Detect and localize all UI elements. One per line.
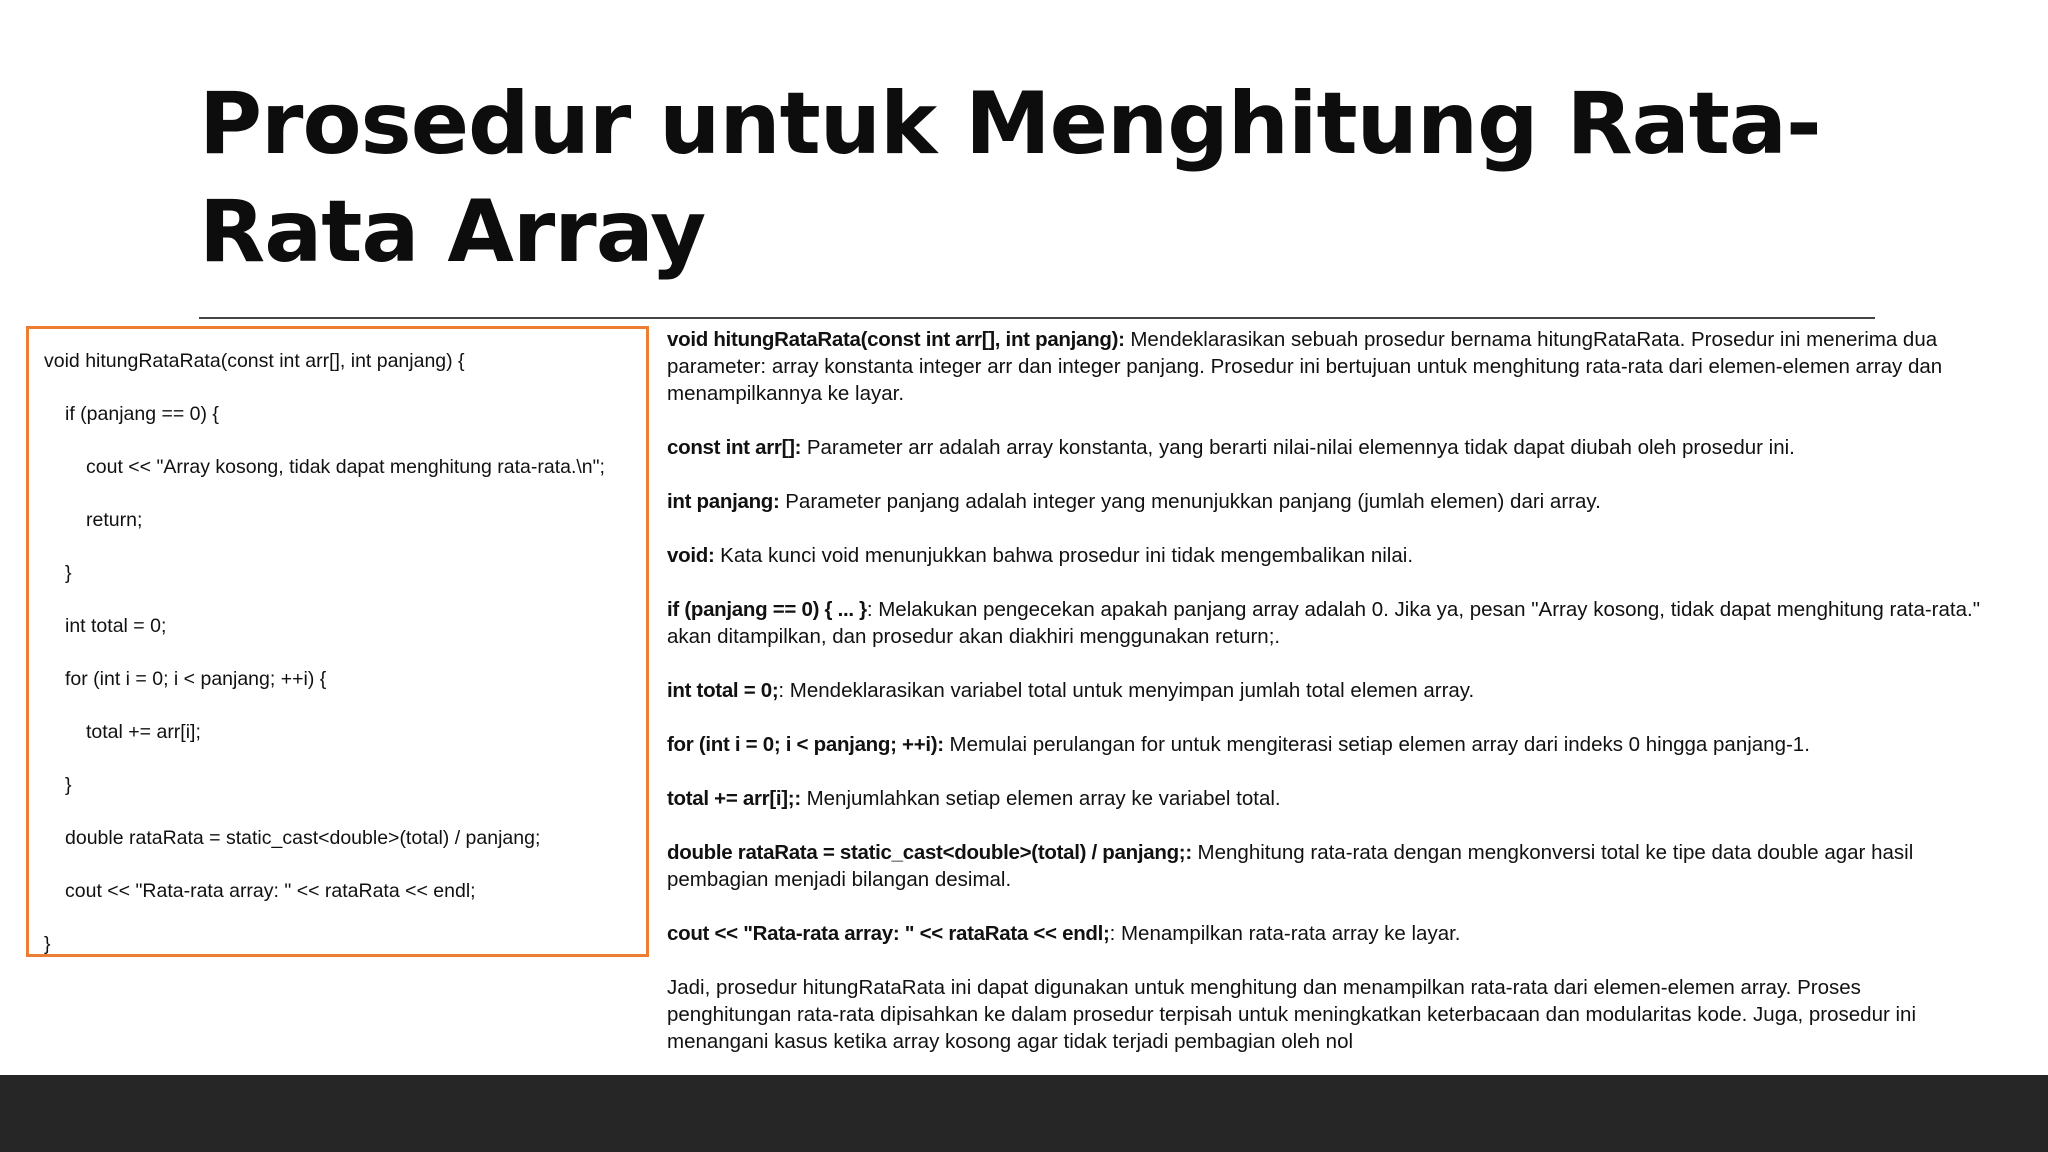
- explanation-item: [667, 542, 1982, 569]
- code-line: cout << "Array kosong, tidak dapat menghitung rata-rata.\n";: [86, 456, 605, 478]
- code-line: cout << "Rata-rata array: " << rataRata << endl;: [65, 880, 476, 902]
- code-line: int total = 0;: [65, 615, 167, 637]
- explanation-term: const int arr[]:: [667, 436, 802, 459]
- code-line: return;: [86, 509, 143, 531]
- code-box: [26, 326, 649, 957]
- explanation-term: double rataRata = static_cast<double>(total) / panjang;:: [667, 841, 1192, 864]
- footer-bar: [0, 1075, 2048, 1152]
- explanation-item: [667, 731, 1982, 758]
- explanation-panel: [667, 326, 1982, 1082]
- code-line: void hitungRataRata(const int arr[], int panjang) {: [44, 350, 465, 372]
- code-line: double rataRata = static_cast<double>(total) / panjang;: [65, 827, 541, 849]
- explanation-text: : Melakukan pengecekan apakah panjang array adalah 0. Jika ya, pesan "Array kosong, tidak dapat menghitung rata-rata." akan ditampilkan, dan prosedur akan diakhiri menggunakan return;.: [667, 598, 1980, 648]
- explanation-text: Parameter panjang adalah integer yang menunjukkan panjang (jumlah elemen) dari array.: [779, 490, 1601, 513]
- explanation-item: [667, 920, 1982, 947]
- explanation-item: [667, 785, 1982, 812]
- explanation-text: : Mendeklarasikan variabel total untuk menyimpan jumlah total elemen array.: [778, 679, 1475, 702]
- explanation-item: [667, 839, 1982, 893]
- explanation-term: total += arr[i];:: [667, 787, 801, 810]
- explanation-term: void:: [667, 544, 715, 567]
- code-line: }: [65, 774, 72, 796]
- explanation-text: Menghitung rata-rata dengan mengkonversi total ke tipe data double agar hasil pembagian menjadi bilangan desimal.: [667, 841, 1914, 891]
- explanation-text: Mendeklarasikan sebuah prosedur bernama hitungRataRata. Prosedur ini menerima dua parameter: array konstanta integer arr dan integer panjang. Prosedur ini bertujuan untuk menghitung rata-rata dari elemen-elemen array dan menampilkannya ke layar.: [667, 328, 1943, 405]
- explanation-item: [667, 434, 1982, 461]
- slide-title: Prosedur untuk Menghitung Rata-Rata Array: [199, 74, 1821, 282]
- explanation-text: Parameter arr adalah array konstanta, yang berarti nilai-nilai elemennya tidak dapat diubah oleh prosedur ini.: [801, 436, 1795, 459]
- explanation-text: Menjumlahkan setiap elemen array ke variabel total.: [800, 787, 1281, 810]
- explanation-item: [667, 488, 1982, 515]
- explanation-term: void hitungRataRata(const int arr[], int panjang):: [667, 328, 1125, 351]
- code-line: }: [44, 933, 51, 955]
- explanation-item: [667, 596, 1982, 650]
- explanation-text: Jadi, prosedur hitungRataRata ini dapat digunakan untuk menghitung dan menampilkan rata-rata dari elemen-elemen array. Proses penghitungan rata-rata dipisahkan ke dalam prosedur terpisah untuk meningkatkan keterbacaan dan modularitas kode. Juga, prosedur ini menangani kasus ketika array kosong agar tidak terjadi pembagian oleh nol: [667, 976, 1917, 1053]
- title-divider: [199, 317, 1875, 319]
- explanation-term: if (panjang == 0) { ... }: [667, 598, 867, 621]
- explanation-term: for (int i = 0; i < panjang; ++i):: [667, 733, 944, 756]
- explanation-term: int total = 0;: [667, 679, 779, 702]
- explanation-term: int panjang:: [667, 490, 780, 513]
- code-line: }: [65, 562, 72, 584]
- explanation-text: Kata kunci void menunjukkan bahwa prosedur ini tidak mengembalikan nilai.: [714, 544, 1414, 567]
- code-line: if (panjang == 0) {: [65, 403, 219, 425]
- explanation-term: cout << "Rata-rata array: " << rataRata << endl;: [667, 922, 1110, 945]
- explanation-text: Memulai perulangan for untuk mengiterasi setiap elemen array dari indeks 0 hingga panjang-1.: [943, 733, 1810, 756]
- explanation-text: : Menampilkan rata-rata array ke layar.: [1109, 922, 1461, 945]
- conclusion-paragraph: [667, 974, 1982, 1055]
- explanation-item: [667, 326, 1982, 407]
- code-line: for (int i = 0; i < panjang; ++i) {: [65, 668, 327, 690]
- code-line: total += arr[i];: [86, 721, 201, 743]
- explanation-item: [667, 677, 1982, 704]
